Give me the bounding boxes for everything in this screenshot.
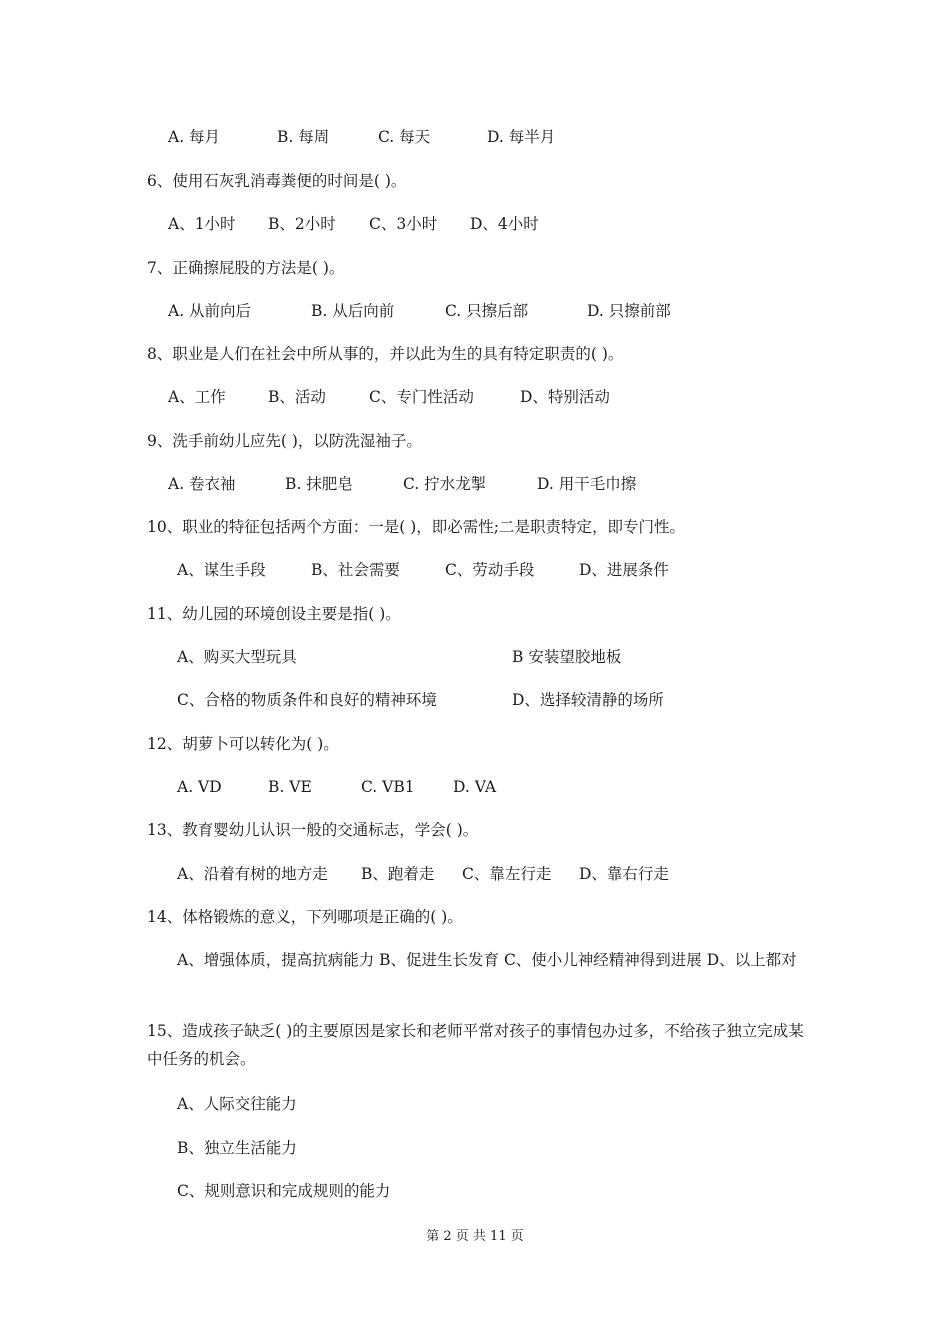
q6-option-c: C、3小时 bbox=[369, 215, 438, 233]
page-number-footer: 第 2 页 共 11 页 bbox=[426, 1229, 524, 1244]
q9-option-a: A. 卷衣袖 bbox=[168, 475, 236, 493]
q10-option-c: C、劳动手段 bbox=[445, 561, 535, 579]
q11-option-c: C、合格的物质条件和良好的精神环境 bbox=[177, 691, 437, 709]
q6-option-b: B、2小时 bbox=[268, 215, 336, 233]
q8-option-b: B、活动 bbox=[268, 388, 326, 406]
q12-option-d: D. VA bbox=[453, 778, 497, 796]
q11-question: 11、幼儿园的环境创设主要是指( )。 bbox=[147, 605, 401, 623]
q7-option-a: A. 从前向后 bbox=[168, 302, 252, 320]
q8-question: 8、职业是人们在社会中所从事的，并以此为生的具有特定职责的( )。 bbox=[147, 345, 624, 363]
q7-option-b: B. 从后向前 bbox=[311, 302, 395, 320]
q9-option-b: B. 抹肥皂 bbox=[285, 475, 353, 493]
q14-options: A、增强体质，提高抗病能力 B、促进生长发育 C、使小儿神经精神得到进展 D、以上都对 bbox=[177, 951, 797, 969]
q13-question: 13、教育婴幼儿认识一般的交通标志，学会( )。 bbox=[147, 821, 479, 839]
q12-question: 12、胡萝卜可以转化为( )。 bbox=[147, 735, 339, 753]
q7-option-c: C. 只擦后部 bbox=[445, 302, 529, 320]
q13-option-a: A、沿着有树的地方走 bbox=[177, 865, 328, 883]
q11-option-d: D、选择较清静的场所 bbox=[512, 691, 664, 709]
q6-option-a: A、1小时 bbox=[168, 215, 236, 233]
q15-option-c: C、规则意识和完成规则的能力 bbox=[177, 1182, 391, 1200]
q7-question: 7、正确擦屁股的方法是( )。 bbox=[147, 259, 345, 277]
q11-option-b: B 安装望胶地板 bbox=[512, 648, 622, 666]
q15-option-a: A、人际交往能力 bbox=[177, 1095, 297, 1113]
q10-option-b: B、社会需要 bbox=[311, 561, 400, 579]
q10-option-d: D、进展条件 bbox=[579, 561, 669, 579]
q12-option-b: B. VE bbox=[268, 778, 312, 796]
q5-option-d: D. 每半月 bbox=[487, 128, 556, 146]
q7-option-d: D. 只擦前部 bbox=[587, 302, 671, 320]
q5-option-c: C. 每天 bbox=[378, 128, 431, 146]
q8-option-d: D、特别活动 bbox=[520, 388, 610, 406]
q12-option-c: C. VB1 bbox=[361, 778, 415, 796]
q10-question: 10、职业的特征包括两个方面：一是( )，即必需性;二是职责特定，即专门性。 bbox=[147, 518, 685, 536]
q8-option-c: C、专门性活动 bbox=[369, 388, 474, 406]
q8-option-a: A、工作 bbox=[168, 388, 226, 406]
q9-option-d: D. 用干毛巾擦 bbox=[537, 475, 637, 493]
q5-option-a: A. 每月 bbox=[168, 128, 221, 146]
q6-option-d: D、4小时 bbox=[470, 215, 539, 233]
q15-question: 15、造成孩子缺乏( )的主要原因是家长和老师平常对孩子的事情包办过多，不给孩子独立完成某中任务的机会。 bbox=[147, 1022, 804, 1068]
q13-option-c: C、靠左行走 bbox=[462, 865, 552, 883]
q6-question: 6、使用石灰乳消毒粪便的时间是( )。 bbox=[147, 172, 407, 190]
q14-question: 14、体格锻炼的意义，下列哪项是正确的( )。 bbox=[147, 908, 463, 926]
q5-option-b: B. 每周 bbox=[277, 128, 330, 146]
q15-option-b: B、独立生活能力 bbox=[177, 1139, 297, 1157]
q12-option-a: A. VD bbox=[177, 778, 222, 796]
q9-option-c: C. 拧水龙掣 bbox=[403, 475, 487, 493]
q11-option-a: A、购买大型玩具 bbox=[177, 648, 297, 666]
q10-option-a: A、谋生手段 bbox=[177, 561, 266, 579]
q9-question: 9、洗手前幼儿应先( )，以防洗湿袖子。 bbox=[147, 432, 422, 450]
q13-option-d: D、靠右行走 bbox=[579, 865, 669, 883]
q13-option-b: B、跑着走 bbox=[361, 865, 435, 883]
